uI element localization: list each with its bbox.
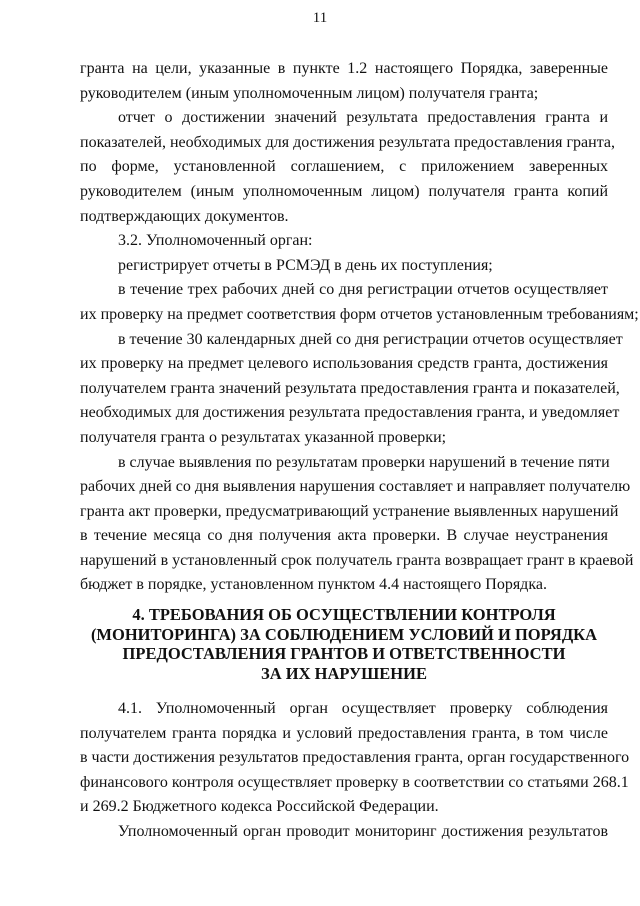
text-line: Уполномоченный орган проводит мониторинг достижения результатов (118, 822, 608, 840)
text-line: финансового контроля осуществляет проверку в соответствии со статьями 268.1 (80, 773, 629, 791)
text-line: и 269.2 Бюджетного кодекса Российской Федерации. (80, 798, 439, 816)
text-line: руководителем (иным уполномоченным лицом) получателя гранта; (80, 84, 539, 102)
text-line: гранта на цели, указанные в пункте 1.2 настоящего Порядка, заверенные (80, 60, 608, 77)
text-line: показателей, необходимых для достижения результата предоставления гранта, (80, 133, 615, 151)
text-line: получателем гранта порядка и условий предоставления гранта, в том числе (80, 724, 608, 742)
text-line: их проверку на предмет соответствия форм отчетов установленным требованиям; (80, 305, 639, 323)
heading-line: ПРЕДОСТАВЛЕНИЯ ГРАНТОВ И ОТВЕТСТВЕННОСТИ (122, 644, 566, 663)
text-line: руководителем (иным уполномоченным лицом) получателя гранта копий (80, 182, 608, 200)
heading-line: ЗА ИХ НАРУШЕНИЕ (261, 663, 427, 683)
text-line: регистрирует отчеты в РСМЭД в день их поступления; (118, 256, 493, 274)
text-line: гранта акт проверки, предусматривающий устранение выявленных нарушений (80, 502, 619, 520)
text-line: по форме, установленной соглашением, с приложением заверенных (80, 158, 608, 176)
text-line: в течение месяца со дня получения акта проверки. В случае неустранения (80, 527, 608, 545)
section-heading (80, 605, 608, 683)
text-line: получателем гранта значений результата предоставления гранта и показателей, (80, 379, 620, 397)
text-line: рабочих дней со дня выявления нарушения составляет и направляет получателю (80, 478, 631, 496)
text-line: бюджет в порядке, установленном пунктом 4.4 настоящего Порядка. (80, 576, 547, 594)
body-text-bottom (80, 697, 630, 845)
text-line: их проверку на предмет целевого использования средств гранта, достижения (80, 355, 608, 373)
text-line: нарушений в установленный срок получатель гранта возвращает грант в краевой (80, 551, 634, 569)
heading-line: 4. ТРЕБОВАНИЯ ОБ ОСУЩЕСТВЛЕНИИ КОНТРОЛЯ (132, 605, 556, 624)
text-line: подтверждающих документов. (80, 207, 289, 225)
body-text-top (80, 57, 639, 598)
text-line: в части достижения результатов предоставления гранта, орган государственного (80, 749, 630, 767)
text-line: 4.1. Уполномоченный орган осуществляет проверку соблюдения (118, 700, 608, 717)
text-line: необходимых для достижения результата предоставления гранта, и уведомляет (80, 404, 620, 422)
text-line: в случае выявления по результатам проверки нарушений в течение пяти (118, 453, 610, 471)
text-line: 3.2. Уполномоченный орган: (118, 232, 313, 250)
text-line: получателя гранта о результатах указанной проверки; (80, 428, 447, 446)
heading-line: (МОНИТОРИНГА) ЗА СОБЛЮДЕНИЕМ УСЛОВИЙ И ПОРЯДКА (90, 624, 598, 644)
text-line: в течение трех рабочих дней со дня регистрации отчетов осуществляет (118, 281, 608, 299)
text-line: отчет о достижении значений результата предоставления гранта и (118, 109, 608, 127)
page-number: 11 (312, 10, 328, 26)
text-line: в течение 30 календарных дней со дня регистрации отчетов осуществляет (118, 330, 623, 348)
